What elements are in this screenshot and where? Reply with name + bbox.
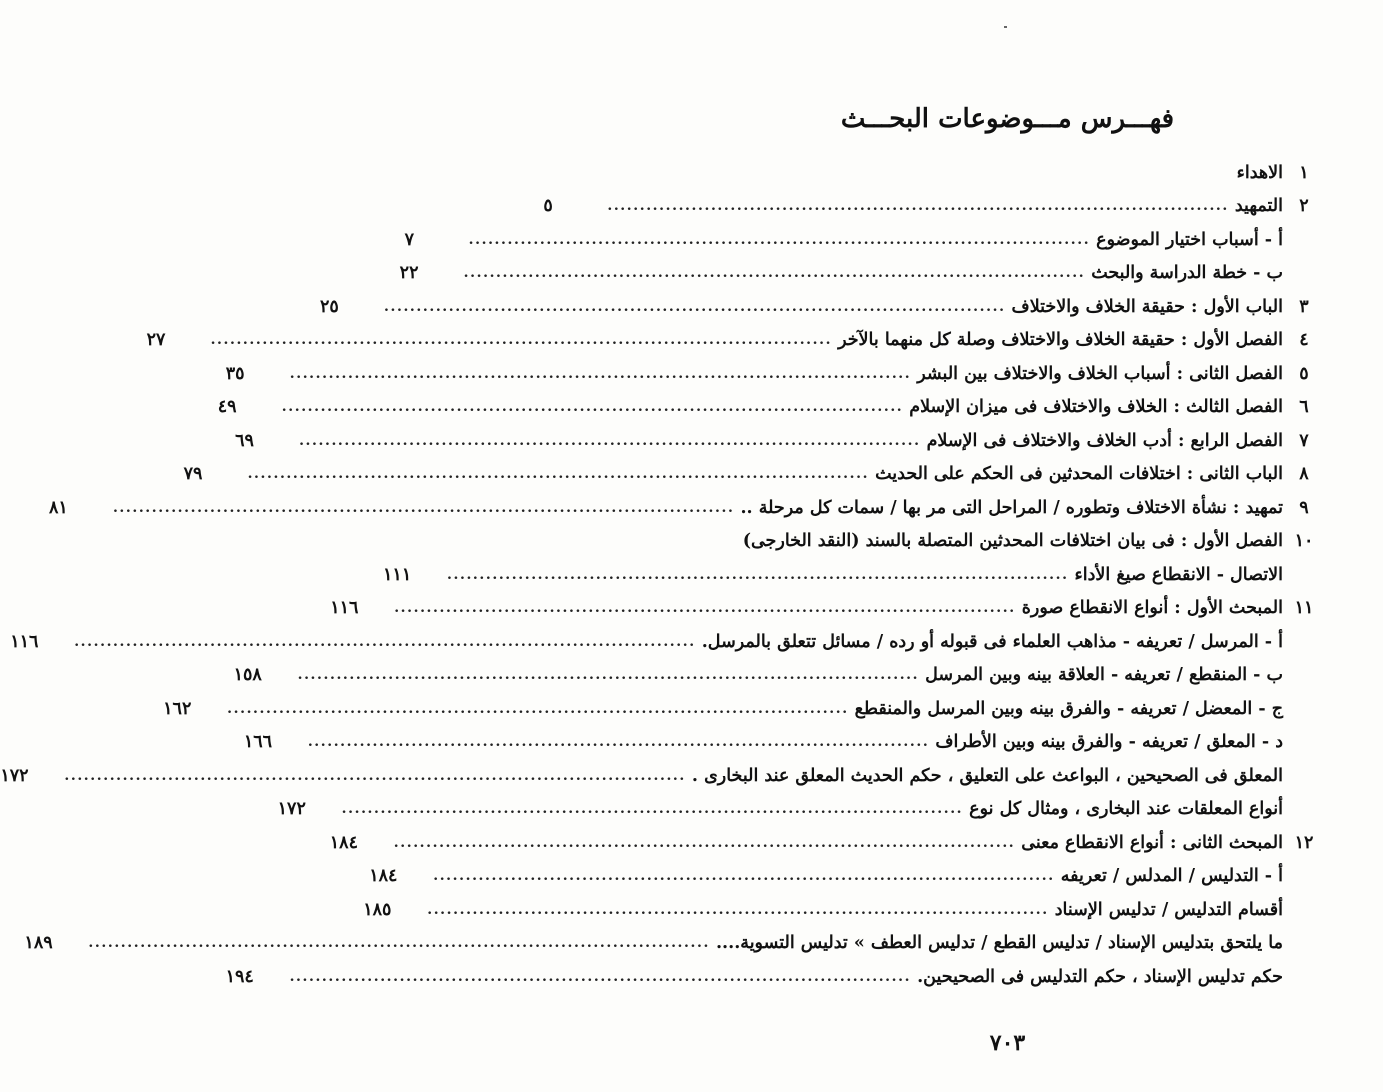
toc-entry-body [685, 531, 1283, 551]
toc-entry-page: ٥ [543, 196, 553, 217]
toc-entry-title: الباب الثانى : اختلافات المحدثين فى الحكم على الحديث [875, 464, 1283, 485]
toc-entry-body [363, 900, 1283, 920]
toc-entry-body [184, 464, 1283, 484]
toc-entry-title: الفصل الثالث : الخلاف والاختلاف فى ميزان الإسلام [909, 397, 1283, 418]
toc-entry-page: ١١٦ [10, 631, 39, 652]
toc-entry-page: ٦٩ [235, 430, 254, 451]
dot-leader: ................................................................................................ [433, 868, 1055, 885]
toc-entry-number: ٢ [1299, 196, 1309, 217]
dot-leader: ................................................................................................ [463, 265, 1086, 282]
dot-leader: ................................................................................................ [394, 600, 1016, 617]
toc-entry-page: ٢٥ [320, 296, 339, 317]
toc-entry-title: ب - خطة الدراسة والبحث [1091, 263, 1283, 284]
toc-entry [163, 692, 1325, 726]
toc-entry-title: ج - المعضل / تعريفه - والفرق بينه وبين المرسل والمنقطع [854, 698, 1283, 719]
page-title: فهـــرس مـــوضوعات البحـــث [840, 104, 1175, 134]
dot-leader: ................................................................................................ [297, 667, 920, 684]
toc-entry-title: ب - المنقطع / تعريفه - العلاقة بينه وبين المرسل [925, 665, 1283, 686]
toc-entry-body [330, 833, 1283, 853]
toc-entry-body [330, 598, 1283, 618]
table-of-contents [0, 156, 1325, 994]
toc-entry-body [405, 230, 1283, 250]
dot-leader: ................................................................................................ [112, 499, 735, 516]
dot-leader: ................................................................................................ [468, 231, 1091, 248]
dot-leader: ................................................................................................ [607, 198, 1229, 215]
toc-entry-page: ٢٢ [399, 263, 419, 284]
dot-leader: ................................................................................................ [427, 901, 1049, 918]
toc-entry-title: أنواع المعلقات عند البخارى ، ومثال كل نوع [969, 799, 1283, 820]
dot-leader: ................................................................................................ [247, 466, 870, 483]
toc-entry [48, 491, 1325, 525]
toc-entry-body [369, 866, 1283, 886]
toc-entry-body [10, 632, 1283, 652]
toc-entry [277, 793, 1325, 827]
dot-leader: ................................................................................................ [64, 767, 686, 784]
dot-leader: ................................................................................................ [210, 332, 833, 349]
toc-entry-title: تمهيد : نشأة الاختلاف وتطوره / المراحل التى مر بها / سمات كل مرحلة .. [740, 497, 1283, 518]
toc-entry-number: ٣ [1299, 296, 1309, 317]
toc-entry-title: أ - أسباب اختيار الموضوع [1096, 229, 1283, 250]
toc-entry-page: ٢٧ [146, 330, 166, 351]
toc-entry-number: ٧ [1299, 430, 1309, 451]
toc-entry-number: ٩ [1299, 497, 1309, 518]
toc-entry-page: ١٧٢ [277, 799, 306, 820]
toc-entry-page: ١١٦ [330, 598, 359, 619]
dot-leader: ................................................................................................ [341, 801, 964, 818]
toc-entry-body [226, 364, 1283, 384]
dot-leader: ................................................................................................ [289, 968, 912, 985]
toc-entry-number: ٨ [1299, 464, 1309, 485]
toc-entry [685, 156, 1325, 190]
toc-entry-page: ١٨٤ [369, 866, 398, 887]
toc-entry [330, 592, 1325, 626]
toc-entry-body [234, 665, 1283, 685]
dot-leader: ................................................................................................ [393, 834, 1016, 851]
toc-entry-title: ما يلتحق بتدليس الإسناد / تدليس القطع / تدليس العطف » تدليس التسوية.... [715, 933, 1283, 954]
toc-entry-body [320, 297, 1283, 317]
dot-leader: ................................................................................................ [227, 700, 849, 717]
toc-entry-number: ١ [1299, 162, 1309, 183]
toc-entry-title: الباب الأول : حقيقة الخلاف والاختلاف [1011, 296, 1283, 317]
toc-entry-number: ٤ [1299, 330, 1309, 351]
scan-mark [1004, 26, 1007, 28]
toc-entry-title: الاهداء [1236, 162, 1283, 183]
toc-entry-title: الفصل الأول : فى بيان اختلافات المحدثين المتصلة بالسند (النقد الخارجى) [742, 531, 1283, 552]
toc-entry [146, 324, 1325, 358]
toc-entry-page: ١٧٢ [0, 765, 29, 786]
toc-entry-page: ٧ [404, 229, 415, 250]
toc-entry [369, 860, 1325, 894]
toc-entry-title: التمهيد [1234, 196, 1283, 217]
toc-entry-title: المبحث الأول : أنواع الانقطاع صورة [1021, 598, 1283, 619]
toc-entry-page: ٣٥ [225, 363, 245, 384]
toc-entry-body [0, 766, 1283, 786]
toc-entry [363, 893, 1325, 927]
toc-entry [10, 625, 1325, 659]
toc-entry-body [218, 397, 1283, 417]
toc-entry-body [278, 799, 1283, 819]
toc-entry-body [685, 163, 1283, 183]
toc-entry [217, 391, 1325, 425]
toc-entry-page: ١٦٢ [163, 698, 192, 719]
toc-entry [225, 960, 1325, 994]
toc-entry-body [400, 263, 1283, 283]
toc-entry-page: ١١١ [383, 564, 412, 585]
dot-leader: ................................................................................................ [289, 365, 912, 382]
toc-entry-title: الاتصال - الانقطاع صيغ الأداء [1074, 564, 1283, 585]
dot-leader: ................................................................................................ [74, 633, 696, 650]
toc-entry-title: المبحث الثانى : أنواع الانقطاع معنى [1021, 832, 1283, 853]
toc-entry-number: ٦ [1299, 397, 1309, 418]
toc-entry-title: الفصل الأول : حقيقة الخلاف والاختلاف وصلة كل منهما بالآخر [838, 330, 1283, 351]
dot-leader: ................................................................................................ [447, 566, 1069, 583]
toc-entry-title: المعلق فى الصحيحين ، البواعث على التعليق ، حكم الحديث المعلق عند البخارى . [691, 765, 1283, 786]
toc-entry-title: حكم تدليس الإسناد ، حكم التدليس فى الصحيحين. [917, 966, 1283, 987]
dot-leader: ................................................................................................ [307, 734, 930, 751]
toc-entry-title: أ - التدليس / المدلس / تعريفه [1060, 866, 1283, 887]
dot-leader: ................................................................................................ [384, 298, 1006, 315]
dot-leader: ................................................................................................ [299, 432, 921, 449]
toc-entry-body [235, 431, 1283, 451]
toc-entry-page: ١٨٩ [24, 933, 53, 954]
dot-leader: ................................................................................................ [281, 399, 904, 416]
toc-entry [243, 726, 1325, 760]
toc-entry [24, 927, 1325, 961]
page-number: ٧٠٣ [989, 1030, 1026, 1056]
toc-entry-title: الفصل الرابع : أدب الخلاف والاختلاف فى الإسلام [926, 430, 1283, 451]
toc-entry-body [163, 699, 1283, 719]
toc-entry-page: ١٨٤ [329, 832, 358, 853]
dot-leader: ................................................................................................ [88, 935, 710, 952]
toc-entry [685, 525, 1325, 559]
toc-entry-body [543, 196, 1283, 216]
toc-entry [0, 759, 1325, 793]
toc-entry-number: ١١ [1294, 598, 1314, 619]
toc-entry [183, 458, 1325, 492]
toc-entry [543, 190, 1325, 224]
toc-entry-body [147, 330, 1283, 350]
toc-entry-title: أقسام التدليس / تدليس الإسناد [1054, 899, 1283, 920]
toc-entry [399, 257, 1325, 291]
toc-entry-body [24, 933, 1283, 953]
toc-entry [404, 223, 1325, 257]
toc-entry-page: ١٥٨ [233, 665, 262, 686]
toc-entry-title: الفصل الثانى : أسباب الخلاف والاختلاف بين البشر [917, 363, 1283, 384]
toc-entry [329, 826, 1325, 860]
toc-entry-page: ٨١ [48, 497, 68, 518]
toc-entry-title: د - المعلق / تعريفه - والفرق بينه وبين الأطراف [935, 732, 1283, 753]
toc-entry-page: ١٩٤ [225, 966, 254, 987]
toc-entry-number: ١٠ [1294, 531, 1314, 552]
toc-entry-body [226, 967, 1283, 987]
toc-entry-number: ٥ [1299, 363, 1309, 384]
toc-entry-page: ٧٩ [183, 464, 203, 485]
toc-entry-page: ١٨٥ [363, 899, 392, 920]
toc-entry-body [49, 498, 1283, 518]
toc-entry-page: ٤٩ [217, 397, 237, 418]
toc-entry [225, 357, 1325, 391]
toc-entry [235, 424, 1325, 458]
toc-entry [320, 290, 1325, 324]
toc-entry [383, 558, 1325, 592]
toc-entry-body [244, 732, 1283, 752]
toc-entry-number: ١٢ [1294, 832, 1314, 853]
toc-entry-page: ١٦٦ [243, 732, 273, 753]
toc-entry-body [383, 565, 1283, 585]
toc-entry-title: أ - المرسل / تعريفه - مذاهب العلماء فى قبوله أو رده / مسائل تتعلق بالمرسل. [701, 631, 1283, 652]
toc-entry [233, 659, 1325, 693]
